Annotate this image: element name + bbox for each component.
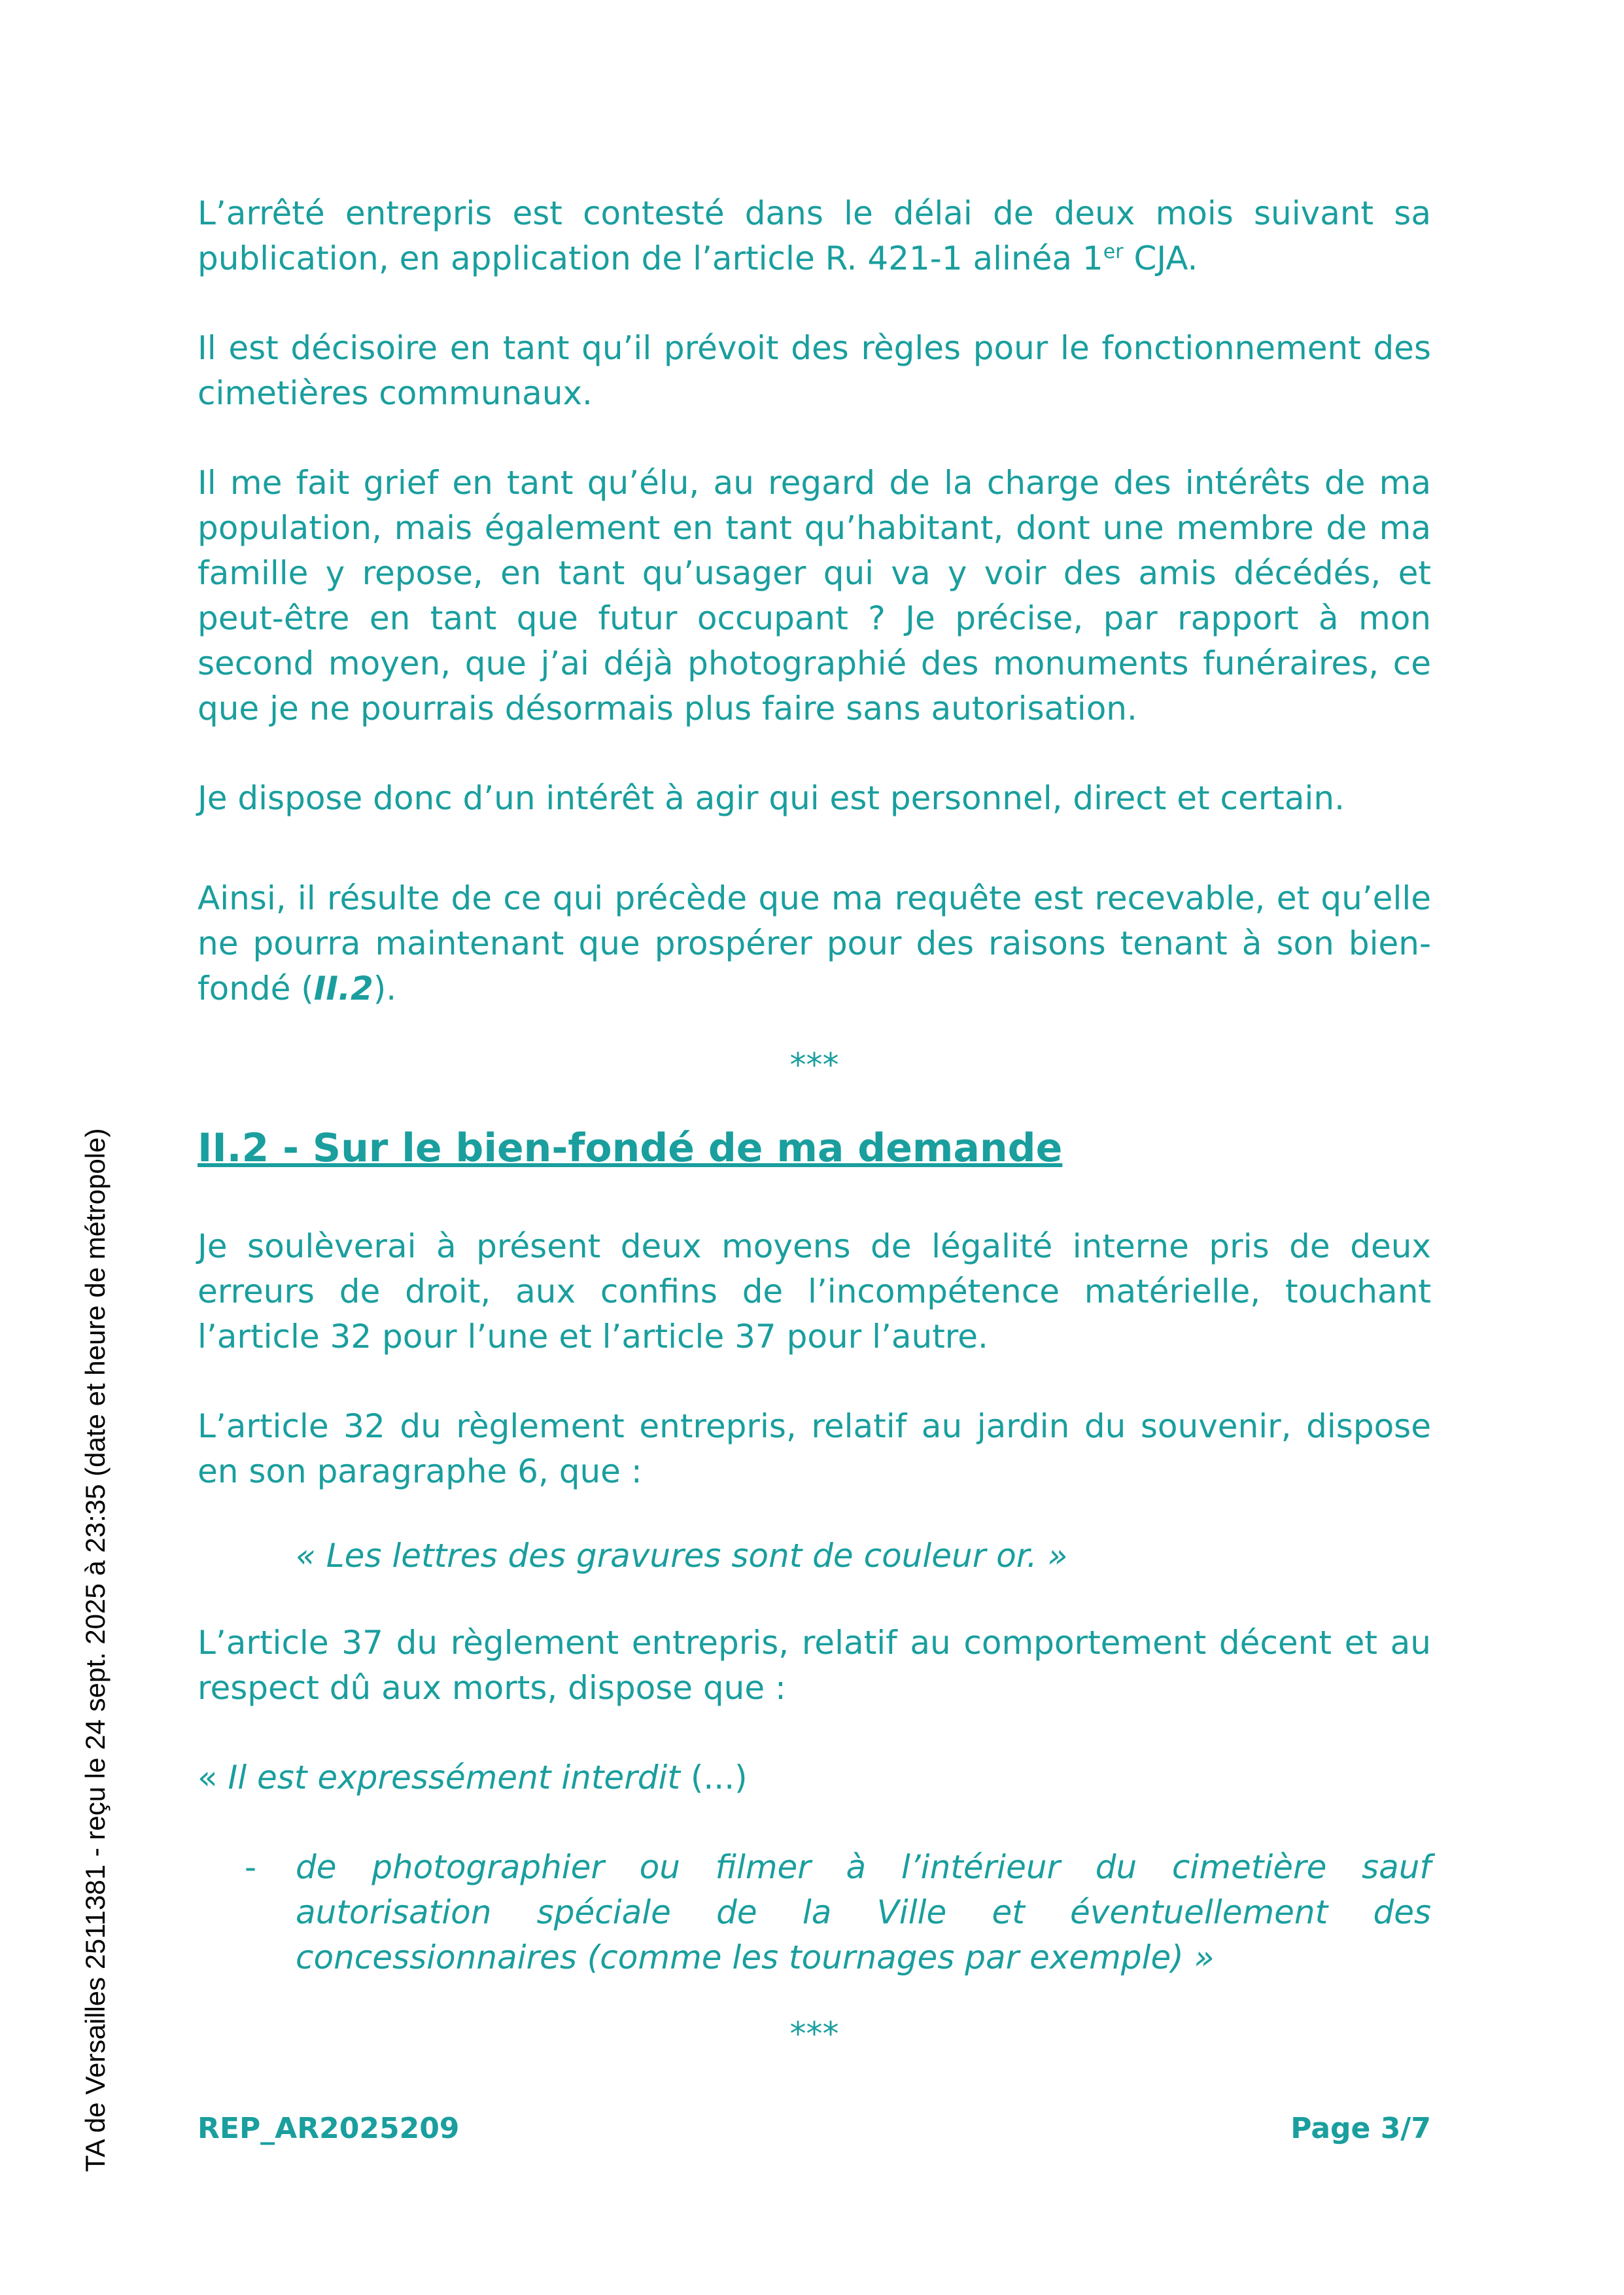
page-number: Page 3/7 [1290,2112,1431,2145]
paragraph-moyens: Je soulèverai à présent deux moyens de légalité interne pris de deux erreurs de droit, aux confins de l’incompétence matérielle, touchant l’article 32 pour l’une et l’article 37 pour l’autre. [198,1227,1431,1356]
quote-article-37 [198,1755,1431,1800]
section-heading: II.2 - Sur le bien-fondé de ma demande [198,1125,1063,1171]
footer-reference: REP_AR2025209 [198,2112,460,2145]
superscript: er [1103,240,1124,264]
paragraph-grief: Il me fait grief en tant qu’élu, au regard de la charge des intérêts de ma population, mais également en tant qu’habitant, dont une membre de ma famille y repose, en tant qu’usager qui va y voir des amis décédés, et peut-être en tant que futur occupant ? Je précise, par rapport à mon second moyen, que j’ai déjà photographié des monuments funéraires, ce que je ne pourrais désormais plus faire sans autorisation. [198,464,1431,727]
paragraph-interet-agir: Je dispose donc d’un intérêt à agir qui est personnel, direct et certain. [198,779,1345,817]
quote-article-32: « Les lettres des gravures sont de couleur or. » [296,1537,1068,1575]
text-span: L’arrêté entrepris est contesté dans le délai de deux mois suivant sa publication, en application de l’article R. 421-1 alinéa 1 [198,194,1431,277]
court-receipt-stamp: TA de Versailles 2511381 - reçu le 24 sept. 2025 à 23:35 (date et heure de métropole) [80,1128,111,2172]
document-body [198,191,1431,2057]
text-span: Ainsi, il résulte de ce qui précède que ma requête est recevable, et qu’elle ne pourra maintenant que prospérer pour des raisons tenant à son bien-fondé ( [198,879,1431,1007]
quote-mark: « [198,1759,228,1796]
text-span: CJA. [1123,239,1198,277]
separator-asterisks: *** [789,2015,839,2053]
paragraph-decisoire: Il est décisoire en tant qu’il prévoit des règles pour le fonctionnement des cimetières communaux. [198,329,1431,412]
bullet-dash: - [245,1848,257,1886]
paragraph-article-32: L’article 32 du règlement entrepris, relatif au jardin du souvenir, dispose en son paragraphe 6, que : [198,1407,1431,1490]
text-span: (...) [680,1759,748,1796]
paragraph-recevable [198,876,1431,1011]
paragraph-article-37: L’article 37 du règlement entrepris, relatif au comportement décent et au respect dû aux morts, dispose que : [198,1624,1431,1707]
text-span: ). [373,970,397,1007]
list-item [198,1845,1431,1980]
section-reference: II.2 [313,970,373,1007]
bullet-text: de photographier ou filmer à l’intérieur du cimetière sauf autorisation spéciale de la Ville et éventuellement des concessionnaires (comme les tournages par exemple) » [296,1848,1431,1976]
paragraph-contest-deadline [198,191,1431,281]
separator-asterisks: *** [789,1046,839,1084]
page-footer [198,2112,1431,2145]
quote-italic: Il est expressément interdit [228,1759,680,1796]
